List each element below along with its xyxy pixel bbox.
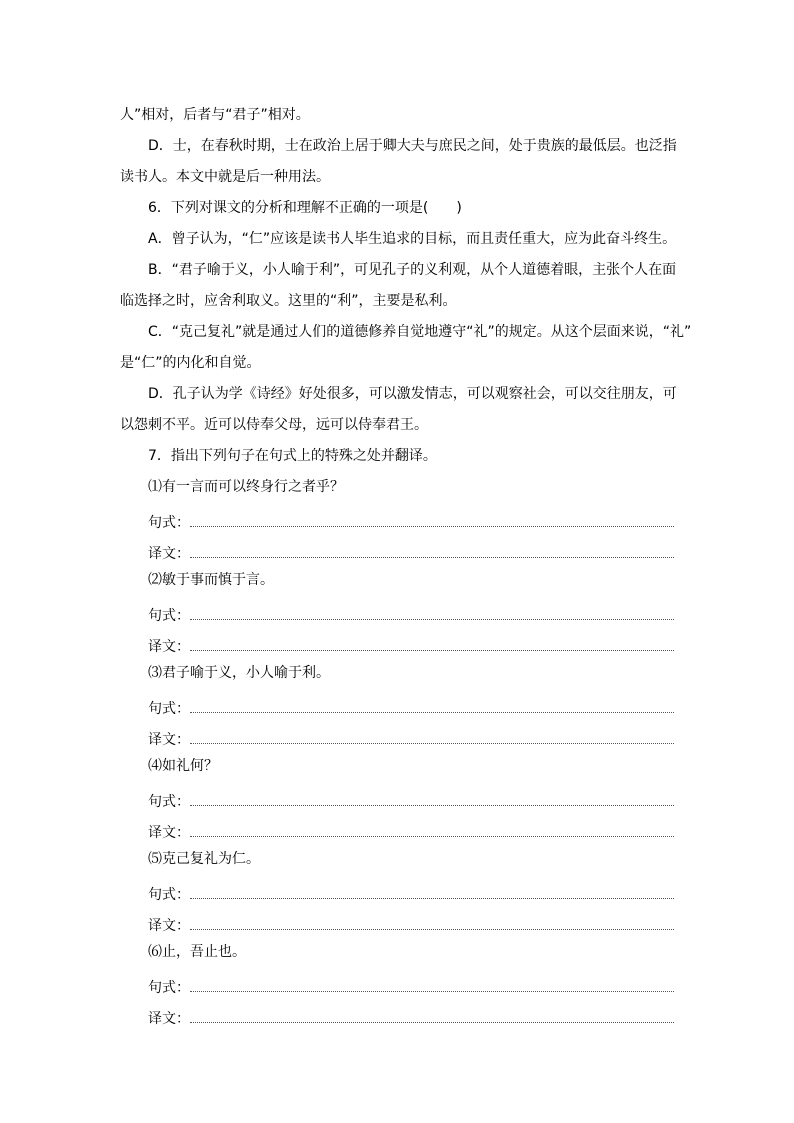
page-content: [120, 100, 692, 1030]
question-6-stem: 6．下列对课文的分析和理解不正确的一项是( ): [148, 200, 462, 216]
sentence-answer-row-1: [120, 503, 674, 534]
sentence-answer-line[interactable]: [190, 990, 674, 992]
question-7-item-4: ⑷如礼何？: [148, 758, 218, 774]
question-6-option-d-line-1: D．孔子认为学《诗经》好处很多，可以激发情志，可以观察社会，可以交往朋友，可: [148, 386, 677, 402]
sentence-answer-line[interactable]: [190, 897, 674, 899]
sentence-label: 句式：: [148, 515, 190, 531]
sentence-answer-row-4: [120, 782, 674, 813]
sentence-answer-row-3: [120, 689, 674, 720]
sentence-answer-row-5: [120, 875, 674, 906]
translation-label: 译文：: [148, 639, 190, 655]
translation-label: 译文：: [148, 1011, 190, 1027]
translation-answer-row-5: [120, 906, 674, 937]
translation-answer-line[interactable]: [190, 835, 674, 837]
translation-label: 译文：: [148, 546, 190, 562]
translation-label: 译文：: [148, 918, 190, 934]
question-6-option-a: A．曾子认为，“仁”应该是读书人毕生追求的目标，而且责任重大，应为此奋斗终生。: [148, 231, 677, 247]
translation-answer-line[interactable]: [190, 649, 674, 651]
question-7-stem: 7．指出下列句子在句式上的特殊之处并翻译。: [148, 448, 437, 464]
question-7-item-5: ⑸克己复礼为仁。: [148, 851, 260, 867]
translation-answer-row-3: [120, 720, 674, 751]
sentence-answer-line[interactable]: [190, 804, 674, 806]
question-6-option-b-line-1: B．“君子喻于义，小人喻于利”，可见孔子的义利观，从个人道德着眼，主张个人在面: [148, 262, 677, 278]
question-6-option-c-line-2: 是“仁”的内化和自觉。: [120, 355, 261, 371]
translation-label: 译文：: [148, 825, 190, 841]
option-d-line-2: 读书人。本文中就是后一种用法。: [120, 169, 330, 185]
translation-answer-line[interactable]: [190, 742, 674, 744]
sentence-label: 句式：: [148, 701, 190, 717]
option-c-continuation: 人”相对，后者与“君子”相对。: [120, 107, 310, 123]
question-7-item-6: ⑹止，吾止也。: [148, 944, 246, 960]
translation-answer-row-6: [120, 999, 674, 1030]
question-6-option-d-line-2: 以怨刺不平。近可以侍奉父母，远可以侍奉君王。: [120, 417, 428, 433]
sentence-answer-line[interactable]: [190, 711, 674, 713]
question-7-item-2: ⑵敏于事而慎于言。: [148, 572, 274, 588]
translation-answer-row-2: [120, 627, 674, 658]
question-6-option-c-line-1: C．“克己复礼”就是通过人们的道德修养自觉地遵守“礼”的规定。从这个层面来说，“礼”: [148, 324, 692, 340]
sentence-label: 句式：: [148, 887, 190, 903]
sentence-label: 句式：: [148, 980, 190, 996]
sentence-answer-line[interactable]: [190, 618, 674, 620]
sentence-label: 句式：: [148, 608, 190, 624]
translation-answer-line[interactable]: [190, 928, 674, 930]
translation-answer-line[interactable]: [190, 556, 674, 558]
translation-answer-row-1: [120, 534, 674, 565]
option-d-line-1: D．士，在春秋时期，士在政治上居于卿大夫与庶民之间，处于贵族的最低层。也泛指: [148, 138, 677, 154]
sentence-answer-line[interactable]: [190, 525, 674, 527]
translation-answer-row-4: [120, 813, 674, 844]
sentence-answer-row-2: [120, 596, 674, 627]
question-7-item-3: ⑶君子喻于义，小人喻于利。: [148, 665, 330, 681]
question-6-option-b-line-2: 临选择之时，应舍利取义。这里的“利”，主要是私利。: [120, 293, 457, 309]
sentence-answer-row-6: [120, 968, 674, 999]
sentence-label: 句式：: [148, 794, 190, 810]
question-7-item-1: ⑴有一言而可以终身行之者乎？: [148, 479, 344, 495]
translation-label: 译文：: [148, 732, 190, 748]
translation-answer-line[interactable]: [190, 1021, 674, 1023]
